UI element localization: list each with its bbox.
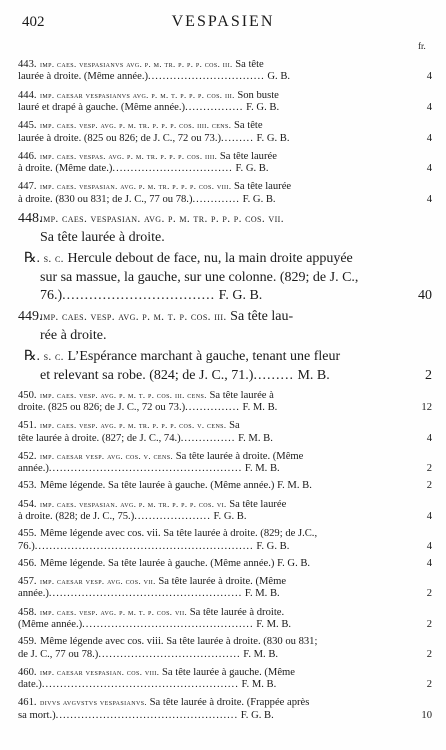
obverse-legend: imp. caes. vespasian. avg. p. m. tr. p. p. p. cos. viii. — [40, 181, 232, 192]
entry-line-2 — [18, 511, 432, 523]
catalogue-entry-444 — [18, 89, 432, 115]
entry-text: Hercule debout de face, nu, la main droite appuyée — [63, 251, 353, 267]
entry-number: 461. — [18, 697, 37, 709]
obverse-legend: imp. caes. vespasian. avg. p. m. tr. p. p. p. cos. vii. — [40, 213, 284, 226]
entry-text: L’Espérance marchant à gauche, tenant une fleur — [63, 349, 341, 365]
entry-text: Sa tête lau- — [226, 309, 294, 325]
leader-dots: .................................. — [62, 287, 216, 303]
page-number: 402 — [22, 14, 45, 30]
catalogue-entry-452 — [18, 450, 432, 476]
price-value: 4 — [426, 71, 432, 83]
entry-line-2 — [18, 463, 432, 475]
entry-line-2 — [18, 327, 432, 345]
entry-line-2 — [18, 102, 432, 114]
leader-dots: ................ — [185, 102, 244, 114]
entry-line-1 — [18, 575, 432, 588]
price-value: 10 — [421, 709, 432, 721]
price-value: 4 — [426, 132, 432, 144]
leader-dots: ............................................... — [82, 619, 254, 631]
catalogue-entry-443 — [18, 58, 432, 84]
price-value: 2 — [426, 463, 432, 475]
entry-text: Sa tête laurée à droite. — [40, 229, 165, 245]
obverse-legend: imp. caes. vesp. avg. p. m. tr. p. p. p. cos. v. cens. — [40, 420, 227, 431]
entry-text: 76.) — [18, 540, 35, 552]
entry-text: Sa tête laurée à — [206, 389, 274, 401]
entry-line-1 — [18, 666, 432, 679]
entry-text: Sa tête laurée à droite. (Même — [155, 576, 287, 588]
entry-text: Même légende avec cos. viii. Sa tête laurée à droite. (830 ou 831; — [40, 636, 318, 648]
entry-text: sa mort.) — [18, 709, 56, 721]
entry-text: 76.) — [40, 287, 63, 303]
entry-text: laurée à droite. (825 ou 826; de J. C., 72 ou 73.) — [18, 132, 222, 144]
leader-dots: ..................... — [134, 511, 211, 523]
price-value: 4 — [426, 102, 432, 114]
reverse-mark: ℞. — [24, 349, 41, 365]
entry-line-1 — [18, 58, 432, 71]
entry-line-2 — [18, 367, 432, 385]
entry-line-2 — [18, 588, 432, 600]
entry-line-2 — [18, 133, 432, 145]
price-value: 4 — [426, 432, 432, 444]
entry-text: droite. (825 ou 826; de J. C., 72 ou 73.) — [18, 402, 186, 413]
price-value: 2 — [426, 648, 432, 660]
entry-text: Sa tête laurée — [231, 181, 292, 193]
leader-dots: ................................ — [148, 71, 265, 83]
rarity-size: F. G. B. — [240, 709, 274, 721]
catalogue-entry-448 — [18, 210, 432, 246]
catalogue-entry-461 — [18, 696, 432, 722]
entry-line-1 — [18, 558, 432, 570]
entry-line-2 — [18, 710, 432, 722]
leader-dots: ......... — [221, 132, 254, 144]
rarity-size: F. M. B. — [244, 463, 280, 475]
entry-line-2 — [18, 541, 432, 553]
obverse-legend: imp. caesar vespasianvs avg. p. m. t. p. p. p. cos. iii. — [40, 89, 235, 100]
reverse-description-448 — [18, 250, 432, 304]
catalogue-entry-459 — [18, 636, 432, 661]
entry-number: 460. — [18, 666, 37, 678]
entry-line-2 — [18, 619, 432, 631]
leader-dots: ....................................... — [98, 648, 241, 660]
rarity-size: F. M. B. — [277, 480, 312, 492]
rarity-size: F. G. B. — [256, 540, 290, 552]
catalogue-entry-458 — [18, 606, 432, 632]
obverse-legend: imp. caes. vespas. avg. p. m. tr. p. p. p. cos. iiii. — [40, 150, 218, 161]
rarity-size: F. G. B. — [235, 163, 269, 175]
entry-text: Sa tête laurée à gauche. (Même — [159, 666, 295, 678]
rarity-size: G. B. — [267, 71, 291, 83]
entry-number: 444. — [18, 89, 37, 101]
leader-dots: ............. — [192, 193, 240, 205]
entry-text: et relevant sa robe. (824; de J. C., 71.) — [40, 368, 254, 383]
reverse-description-449 — [18, 348, 432, 384]
entry-text: Sa tête laurée à droite. — [187, 606, 285, 618]
entry-line-1 — [18, 419, 432, 432]
entry-text: rée à droite. — [40, 327, 107, 343]
entry-number: 447. — [18, 181, 37, 193]
rarity-size: F. G. B. — [246, 102, 280, 114]
entry-text: à droite. (830 ou 831; de J. C., 77 ou 78.) — [18, 193, 193, 205]
rarity-size: F. M. B. — [238, 432, 273, 444]
entry-number: 454. — [18, 498, 37, 510]
entry-text: Sa — [226, 420, 240, 432]
entry-text: Son buste — [234, 89, 279, 101]
entry-number: 456. — [18, 557, 37, 569]
leader-dots: ................................. — [112, 163, 233, 175]
entry-line-3 — [18, 287, 432, 305]
reverse-mark: ℞. — [24, 251, 41, 267]
entry-line-2 — [18, 71, 432, 83]
leader-dots: ..................................................... — [48, 588, 243, 600]
catalogue-entry-447 — [18, 180, 432, 206]
value-column-label: fr. — [418, 41, 426, 51]
rarity-size: F. G. B. — [277, 557, 311, 569]
catalogue-entry-460 — [18, 666, 432, 692]
reverse-legend: s. c. — [43, 351, 64, 364]
rarity-size: F. M. B. — [241, 679, 277, 691]
catalogue-entry-457 — [18, 575, 432, 601]
obverse-legend: imp. caes. vesp. avg. p. m. t. p. cos. vii. — [40, 606, 188, 617]
entry-line-1 — [18, 210, 432, 229]
entry-line-1 — [18, 696, 432, 709]
entry-line-2 — [18, 402, 432, 414]
entry-text: Sa tête laurée à droite. (Même — [173, 450, 304, 462]
catalogue-entry-450 — [18, 389, 432, 415]
rarity-size: F. M. B. — [256, 619, 292, 631]
price-value: 4 — [426, 163, 432, 175]
entry-line-2 — [18, 269, 432, 287]
entry-text: Sa tête laurée à droite. (Frappée après — [147, 697, 310, 709]
entry-text: année.) — [18, 588, 49, 600]
price-value: 12 — [421, 402, 432, 413]
price-value: 2 — [425, 368, 432, 383]
price-value: 4 — [426, 557, 432, 569]
entry-number: 455. — [18, 528, 37, 540]
obverse-legend: imp. caes. vesp. avg. p. m. tr. p. p. p. cos. iiii. cens. — [40, 120, 232, 131]
catalogue-entry-455 — [18, 528, 432, 553]
entry-line-1 — [18, 89, 432, 102]
entry-text: sur sa massue, la gauche, sur une colonne. (829; de J. C., — [40, 270, 359, 286]
obverse-legend: imp. caes. vespasianvs avg. p. m. tr. p. p. p. cos. iii. — [40, 59, 233, 69]
entry-line-2 — [18, 679, 432, 691]
entry-text: lauré et drapé à gauche. (Même année.) — [18, 102, 186, 114]
catalogue-entry-454 — [18, 498, 432, 524]
rarity-size: F. G. B. — [242, 193, 276, 205]
entry-text: Sa tête — [232, 59, 264, 70]
entry-number: 453. — [18, 480, 37, 492]
entry-line-1 — [18, 450, 432, 463]
entry-text: date.) — [18, 679, 42, 691]
entry-line-1 — [18, 348, 432, 367]
entry-text: Même légende avec cos. vii. Sa tête laurée à droite. (829; de J.C., — [40, 528, 318, 540]
rarity-size: F. G. B. — [213, 511, 247, 523]
catalogue-entry-453 — [18, 480, 432, 492]
catalogue-entry-445 — [18, 119, 432, 145]
leader-dots: ............... — [180, 432, 236, 444]
entry-number: 457. — [18, 576, 37, 588]
entry-line-2 — [18, 433, 432, 445]
obverse-legend: imp. caes. vesp. avg. p. m. t. p. cos. iii. — [40, 311, 227, 324]
leader-dots: ............... — [185, 402, 240, 413]
rarity-size: M. B. — [297, 368, 330, 383]
rarity-size: F. M. B. — [242, 402, 278, 413]
entry-line-2 — [18, 649, 432, 661]
rarity-size: F. M. B. — [243, 648, 279, 660]
leader-dots: ..................................................... — [48, 463, 243, 475]
rarity-size: F. G. B. — [218, 287, 263, 303]
entry-text: Même légende. Sa tête laurée à gauche. (Même année.) — [40, 557, 275, 569]
leader-dots: ...................................................... — [41, 679, 239, 691]
entry-line-1 — [18, 498, 432, 511]
obverse-legend: imp. caesar vespasian. cos. viii. — [40, 666, 160, 677]
price-value: 40 — [418, 287, 432, 303]
catalogue-entry-449 — [18, 308, 432, 344]
entry-line-1 — [18, 389, 432, 402]
entry-line-2 — [18, 194, 432, 206]
leader-dots: ............................................................ — [34, 540, 254, 552]
entry-line-1 — [18, 250, 432, 269]
entry-line-1 — [18, 150, 432, 163]
rarity-size: F. M. B. — [244, 588, 280, 600]
entry-text: laurée à droite. (Même année.) — [18, 71, 148, 83]
entry-number: 459. — [18, 636, 37, 648]
price-value: 4 — [426, 540, 432, 552]
price-value: 2 — [426, 480, 432, 492]
entry-line-2 — [18, 163, 432, 175]
entry-number: 443. — [18, 59, 37, 70]
entry-text: Sa tête laurée — [226, 498, 287, 510]
entry-line-1 — [18, 636, 432, 648]
catalogue-entry-456 — [18, 558, 432, 570]
obverse-legend: imp. caes. vespasian. avg. p. m. tr. p. p. p. cos. vi. — [40, 498, 227, 509]
entry-text: (Même année.) — [18, 619, 83, 631]
entry-line-1 — [18, 180, 432, 193]
entry-number: 446. — [18, 150, 37, 162]
price-value: 4 — [426, 193, 432, 205]
entry-line-1 — [18, 119, 432, 132]
entry-line-1 — [18, 606, 432, 619]
entry-text: année.) — [18, 463, 49, 475]
entry-number: 445. — [18, 120, 37, 132]
catalogue-entry-446 — [18, 150, 432, 176]
entry-number: 450. — [18, 389, 37, 401]
entry-text: Sa tête — [231, 120, 263, 132]
catalogue-entry-451 — [18, 419, 432, 445]
entry-number: 452. — [18, 450, 37, 462]
entry-line-2 — [18, 229, 432, 247]
reverse-legend: s. c. — [43, 253, 64, 266]
leader-dots: .................................................. — [55, 709, 239, 721]
rarity-size: F. G. B. — [256, 132, 290, 144]
entry-line-1 — [18, 480, 432, 492]
price-value: 2 — [426, 679, 432, 691]
entry-number: 449. — [18, 309, 43, 325]
entry-line-1 — [18, 528, 432, 540]
price-value: 4 — [426, 511, 432, 523]
entry-number: 448. — [18, 211, 43, 227]
entry-text: à droite. (Même date.) — [18, 163, 113, 175]
entry-line-1 — [18, 308, 432, 327]
obverse-legend: imp. caesar vesp. avg. cos. vii. — [40, 576, 156, 587]
entry-number: 458. — [18, 606, 37, 618]
obverse-legend: imp. caesar vesp. avg. cos. v. cens. — [40, 450, 174, 461]
entry-text: Même légende. Sa tête laurée à gauche. (Même année.) — [40, 480, 275, 492]
obverse-legend: divvs avgvstvs vespasianvs. — [40, 697, 148, 708]
entry-text: Sa tête laurée — [217, 150, 277, 162]
entry-text: à droite. (828; de J. C., 75.) — [18, 511, 135, 523]
running-title: VESPASIEN — [171, 13, 275, 30]
leader-dots: ......... — [253, 368, 294, 383]
obverse-legend: imp. caes. vesp. avg. p. m. t. p. cos. iii. cens. — [40, 389, 207, 400]
entry-text: de J. C., 77 ou 78.) — [18, 648, 99, 660]
entry-number: 451. — [18, 420, 37, 432]
price-value: 2 — [426, 588, 432, 600]
entry-text: tête laurée à droite. (827; de J. C., 74.) — [18, 432, 181, 444]
price-value: 2 — [426, 619, 432, 631]
catalogue-entries — [18, 58, 432, 722]
